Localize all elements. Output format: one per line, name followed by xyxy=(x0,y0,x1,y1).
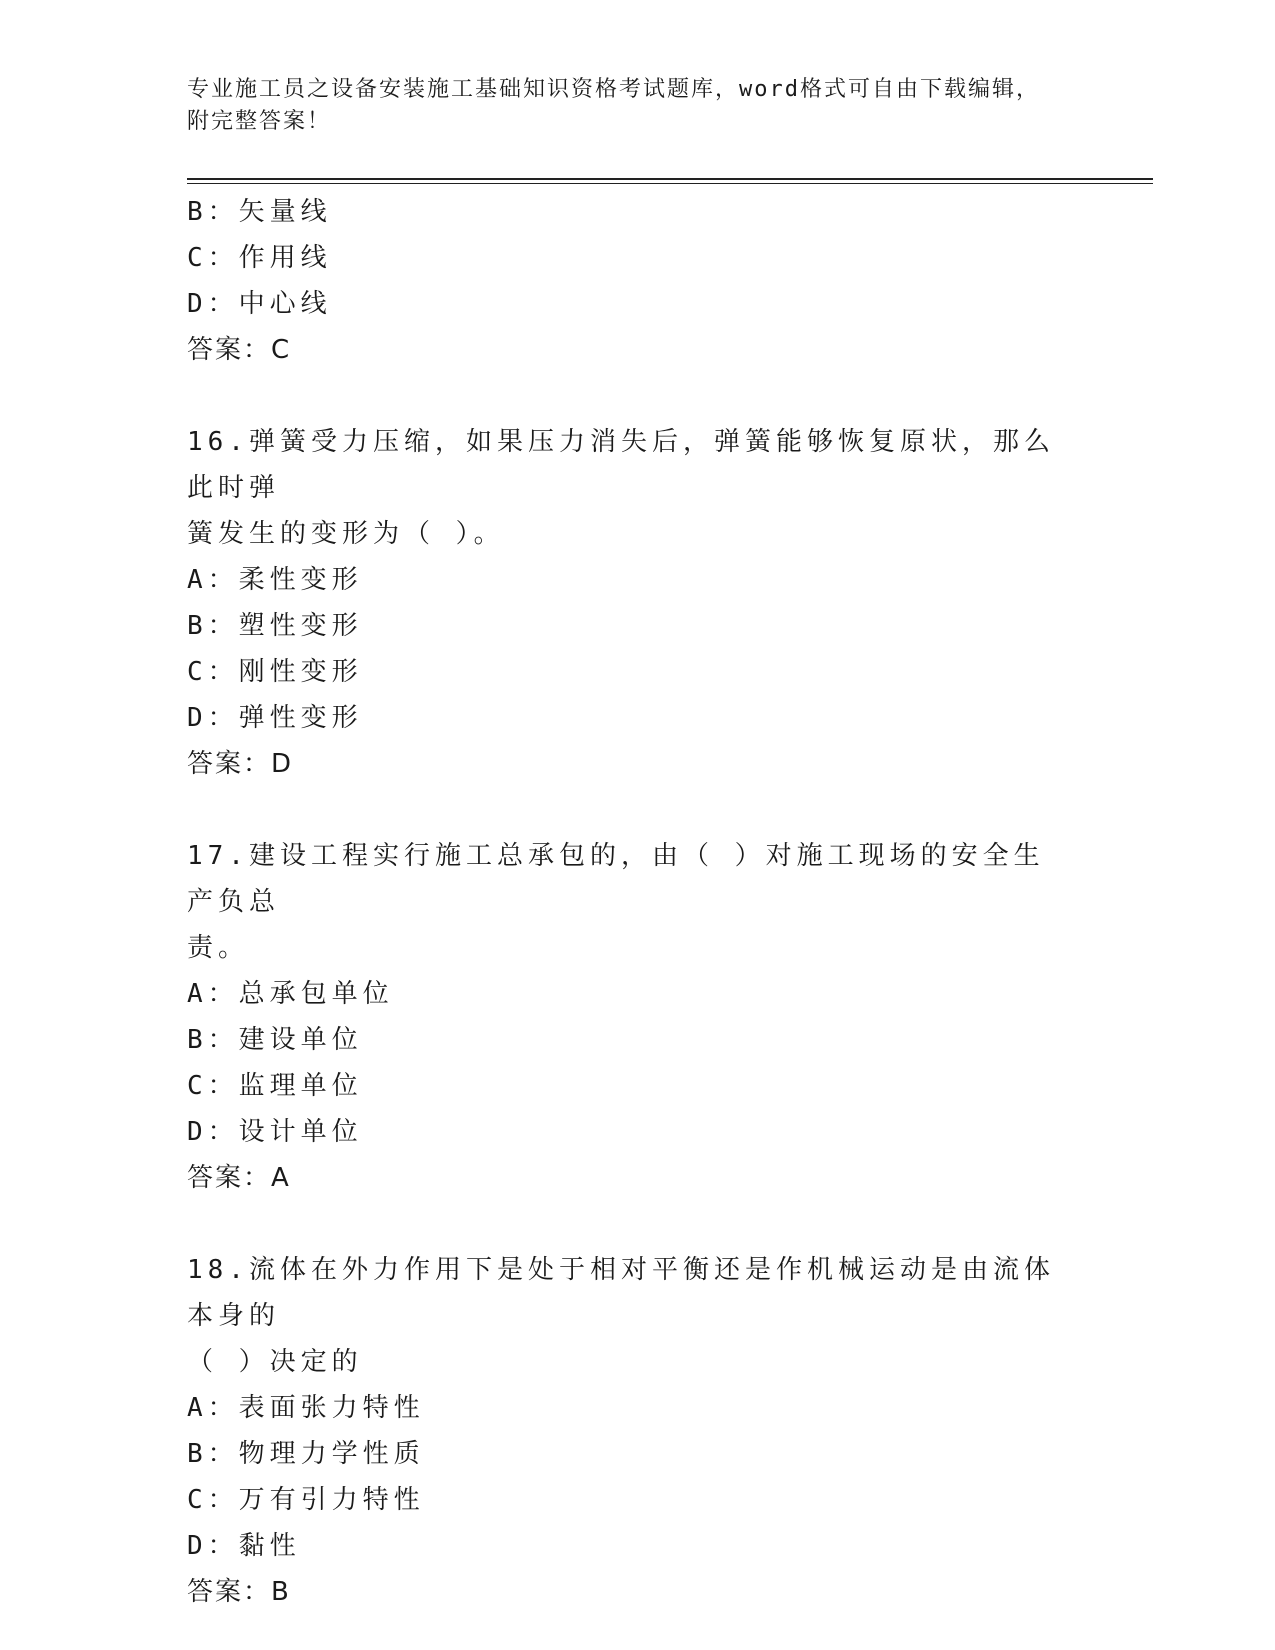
question-18 xyxy=(187,1247,1087,1615)
option-b: B：建设单位 xyxy=(187,1025,363,1055)
question-text xyxy=(187,419,1067,557)
option-d: D：弹性变形 xyxy=(187,703,363,733)
option-d: D：设计单位 xyxy=(187,1117,363,1147)
question-17 xyxy=(187,833,1087,1201)
option-c: C：监理单位 xyxy=(187,1071,363,1101)
answer: 答案：A xyxy=(187,1163,291,1193)
option-c: C：万有引力特性 xyxy=(187,1485,425,1515)
question-text-line-2: 簧发生的变形为（ ）。 xyxy=(187,519,505,549)
option-a: A：总承包单位 xyxy=(187,979,394,1009)
document-header xyxy=(187,74,1087,138)
header-line-1: 专业施工员之设备安装施工基础知识资格考试题库，word格式可自由下载编辑， xyxy=(187,77,1040,102)
question-text-line-1: 16.弹簧受力压缩，如果压力消失后，弹簧能够恢复原状，那么此时弹 xyxy=(187,427,1055,503)
question-text-line-2: 责。 xyxy=(187,933,250,963)
answer: 答案：B xyxy=(187,1577,291,1607)
option-c: C：作用线 xyxy=(187,243,332,273)
option-b: B：塑性变形 xyxy=(187,611,363,641)
option-a: A：表面张力特性 xyxy=(187,1393,425,1423)
header-divider-thick xyxy=(187,178,1153,180)
question-text-line-2: （ ）决定的 xyxy=(187,1347,363,1377)
question-16 xyxy=(187,419,1087,787)
question-text-line-1: 18.流体在外力作用下是处于相对平衡还是作机械运动是由流体本身的 xyxy=(187,1255,1055,1331)
option-d: D：黏性 xyxy=(187,1531,301,1561)
option-d: D：中心线 xyxy=(187,289,332,319)
question-text xyxy=(187,1247,1067,1385)
option-c: C：刚性变形 xyxy=(187,657,363,687)
option-b: B：物理力学性质 xyxy=(187,1439,425,1469)
answer: 答案：C xyxy=(187,335,292,365)
answer: 答案：D xyxy=(187,749,294,779)
previous-question-tail xyxy=(187,189,1087,373)
option-b: B：矢量线 xyxy=(187,197,332,227)
question-text xyxy=(187,833,1067,971)
question-list xyxy=(187,189,1087,1615)
option-a: A：柔性变形 xyxy=(187,565,363,595)
question-text-line-1: 17.建设工程实行施工总承包的，由（ ）对施工现场的安全生产负总 xyxy=(187,841,1045,917)
header-divider-thin xyxy=(187,183,1153,184)
header-line-2: 附完整答案！ xyxy=(187,109,332,134)
